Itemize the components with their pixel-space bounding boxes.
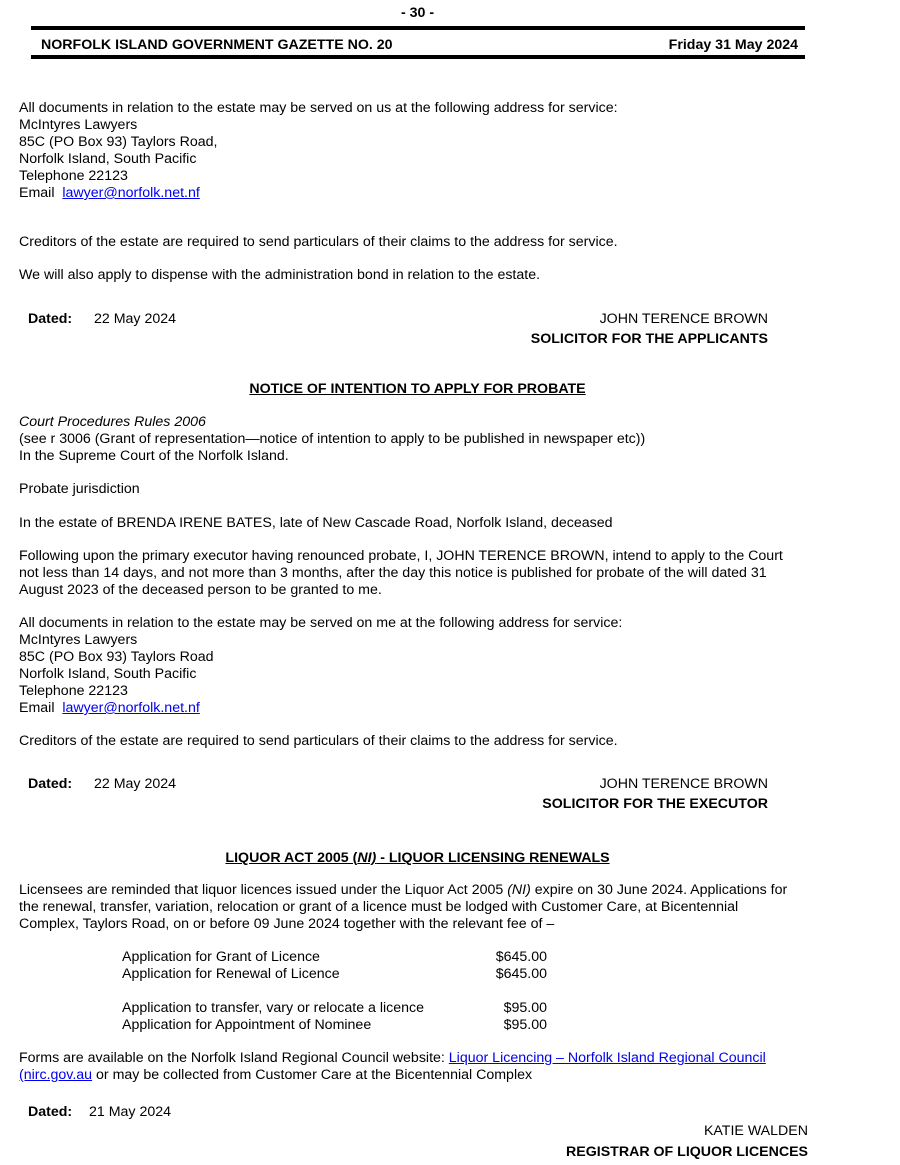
intention-paragraph: [19, 548, 819, 599]
forms-paragraph: [19, 1050, 819, 1084]
notice1-service: [19, 100, 819, 202]
service-intro: All documents in relation to the estate may be served on me at the following address for service:: [19, 615, 623, 631]
intro-line: Complex, Taylors Road, on or before 09 June 2024 together with the relevant fee of –: [19, 916, 555, 932]
email-link[interactable]: lawyer@norfolk.net.nf: [62, 185, 200, 201]
estate-line: In the estate of BRENDA IRENE BATES, late of New Cascade Road, Norfolk Island, deceased: [19, 515, 613, 531]
fee-item: Application to transfer, vary or relocate a licence: [122, 1000, 425, 1016]
signatory-name: JOHN TERENCE BROWN: [599, 311, 768, 327]
gazette-title: NORFOLK ISLAND GOVERNMENT GAZETTE NO. 20: [41, 37, 393, 53]
bond-text: We will also apply to dispense with the administration bond in relation to the estate.: [19, 267, 541, 283]
jurisdiction: Probate jurisdiction: [19, 481, 140, 497]
signatory-name: JOHN TERENCE BROWN: [599, 776, 768, 792]
dated-value: 22 May 2024: [94, 311, 177, 327]
probate-heading: NOTICE OF INTENTION TO APPLY FOR PROBATE: [249, 381, 586, 397]
fee-amount: $95.00: [503, 1017, 547, 1033]
fee-item: Application for Grant of Licence: [122, 949, 320, 965]
see-rule: (see r 3006 (Grant of representation—notice of intention to apply to be published in newspaper etc)): [19, 431, 646, 447]
dated-label: Dated:: [28, 776, 73, 792]
rules-title: Court Procedures Rules 2006: [19, 414, 206, 430]
email-line: [19, 700, 819, 717]
forms-line: [19, 1050, 819, 1067]
intro-line: the renewal, transfer, variation, relocation or grant of a licence must be lodged with Customer Care, at Bicentennial: [19, 899, 739, 915]
address-line: Telephone 22123: [19, 683, 128, 699]
header-top-rule: [31, 26, 805, 30]
email-line: [19, 185, 819, 202]
liquor-intro: [19, 882, 819, 933]
address-line: McIntyres Lawyers: [19, 117, 138, 133]
header-bottom-rule: [31, 55, 805, 59]
email-link[interactable]: lawyer@norfolk.net.nf: [62, 700, 200, 716]
address-line: 85C (PO Box 93) Taylors Road: [19, 649, 214, 665]
heading-italic: NI): [357, 850, 377, 866]
fee-item: Application for Appointment of Nominee: [122, 1017, 372, 1033]
forms-line: [19, 1067, 819, 1084]
liquor-licencing-link[interactable]: Liquor Licencing – Norfolk Island Regional Council: [448, 1050, 766, 1066]
intention-line: not less than 14 days, and not more than 3 months, after the day this notice is published for probate of the will dated 31: [19, 565, 767, 581]
address-line: Norfolk Island, South Pacific: [19, 151, 197, 167]
heading-part: - LIQUOR LICENSING RENEWALS: [376, 850, 610, 866]
email-label: Email: [19, 185, 55, 201]
intro-italic: (NI): [507, 882, 531, 898]
signatory-role: REGISTRAR OF LIQUOR LICENCES: [566, 1144, 808, 1160]
forms-text: Forms are available on the Norfolk Island Regional Council website:: [19, 1050, 449, 1066]
court-name: In the Supreme Court of the Norfolk Island.: [19, 448, 289, 464]
dated-label: Dated:: [28, 1104, 73, 1120]
dated-value: 21 May 2024: [89, 1104, 172, 1120]
nirc-link[interactable]: (nirc.gov.au: [19, 1067, 93, 1083]
creditors-text: Creditors of the estate are required to send particulars of their claims to the address for service.: [19, 733, 618, 749]
email-label: Email: [19, 700, 55, 716]
intro-line: [19, 882, 819, 899]
fee-item: Application for Renewal of Licence: [122, 966, 340, 982]
intention-line: Following upon the primary executor having renounced probate, I, JOHN TERENCE BROWN, intend to apply to the Court: [19, 548, 783, 564]
service-intro: All documents in relation to the estate may be served on us at the following address for service:: [19, 100, 618, 116]
intention-line: August 2023 of the deceased person to be granted to me.: [19, 582, 382, 598]
signatory-name: KATIE WALDEN: [703, 1123, 808, 1139]
heading-part: LIQUOR ACT 2005 (: [225, 850, 358, 866]
dated-value: 22 May 2024: [94, 776, 177, 792]
address-line: Telephone 22123: [19, 168, 128, 184]
address-line: 85C (PO Box 93) Taylors Road,: [19, 134, 218, 150]
gazette-date: Friday 31 May 2024: [668, 37, 798, 53]
creditors-text: Creditors of the estate are required to send particulars of their claims to the address for service.: [19, 234, 618, 250]
address-line: Norfolk Island, South Pacific: [19, 666, 197, 682]
intro-part: expire on 30 June 2024. Applications for: [530, 882, 788, 898]
fee-amount: $95.00: [503, 1000, 547, 1016]
court-rules-block: [19, 414, 819, 465]
page-number: - 30 -: [400, 5, 435, 21]
intro-part: Licensees are reminded that liquor licences issued under the Liquor Act 2005: [19, 882, 508, 898]
address-line: McIntyres Lawyers: [19, 632, 138, 648]
signatory-role: SOLICITOR FOR THE EXECUTOR: [542, 796, 768, 812]
fee-amount: $645.00: [495, 949, 547, 965]
liquor-heading: [19, 850, 816, 867]
notice2-service: [19, 615, 819, 717]
forms-text: or may be collected from Customer Care at the Bicentennial Complex: [92, 1067, 533, 1083]
signatory-role: SOLICITOR FOR THE APPLICANTS: [530, 331, 768, 347]
fee-amount: $645.00: [495, 966, 547, 982]
dated-label: Dated:: [28, 311, 73, 327]
